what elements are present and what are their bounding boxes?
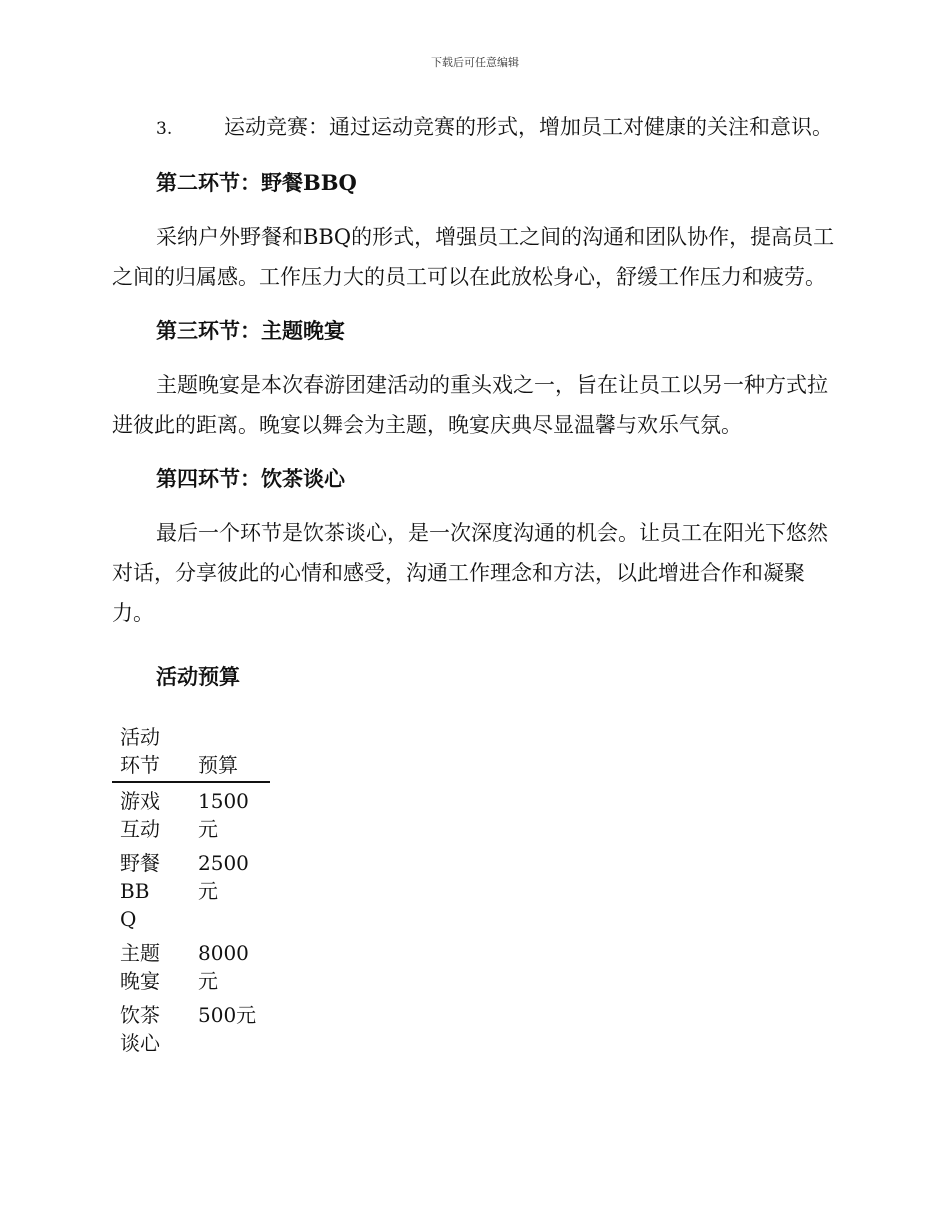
list-item-text: 运动竞赛：通过运动竞赛的形式，增加员工对健康的关注和意识。 (224, 115, 833, 139)
section-3-body: 主题晚宴是本次春游团建活动的重头戏之一，旨在让员工以另一种方式拉进彼此的距离。晚宴以舞会为主题，晚宴庆典尽显温馨与欢乐气氛。 (112, 373, 828, 437)
document-body (112, 107, 840, 1059)
section-3-heading: 第三环节：主题晚宴 (156, 318, 345, 343)
section-2-heading: 第二环节：野餐BBQ (156, 170, 357, 195)
section-2-body: 采纳户外野餐和BBQ的形式，增强员工之间的沟通和团队协作，提高员工之间的归属感。工作压力大的员工可以在此放松身心，舒缓工作压力和疲劳。 (112, 225, 835, 289)
section-4-heading: 第四环节：饮茶谈心 (156, 466, 345, 491)
budget-column-header-item: 活动环节 (120, 725, 160, 777)
budget-item-cell: 主题晚宴 (120, 941, 160, 993)
budget-item-cell: 饮茶谈心 (120, 1003, 160, 1055)
table-row (112, 997, 270, 1059)
budget-amount-cell: 2500元 (198, 851, 249, 903)
budget-column-header-amount: 预算 (198, 753, 238, 777)
section-4-body: 最后一个环节是饮茶谈心，是一次深度沟通的机会。让员工在阳光下悠然对话，分享彼此的心情和感受，沟通工作理念和方法，以此增进合作和凝聚力。 (112, 521, 828, 625)
list-item-3 (112, 107, 840, 149)
budget-table-header-row (112, 723, 270, 782)
table-row (112, 782, 270, 845)
budget-table (112, 723, 270, 1059)
budget-amount-cell: 1500元 (198, 789, 249, 841)
budget-heading: 活动预算 (156, 664, 240, 689)
budget-item-cell: 野餐BBQ (120, 851, 160, 931)
budget-amount-cell: 8000元 (198, 941, 249, 993)
table-row (112, 935, 270, 997)
list-item-number: 3. (156, 119, 173, 139)
budget-item-cell: 游戏互动 (120, 789, 160, 841)
budget-amount-cell: 500元 (198, 1003, 257, 1027)
table-row (112, 845, 270, 935)
page-header: 下载后可任意编辑 (431, 56, 519, 69)
